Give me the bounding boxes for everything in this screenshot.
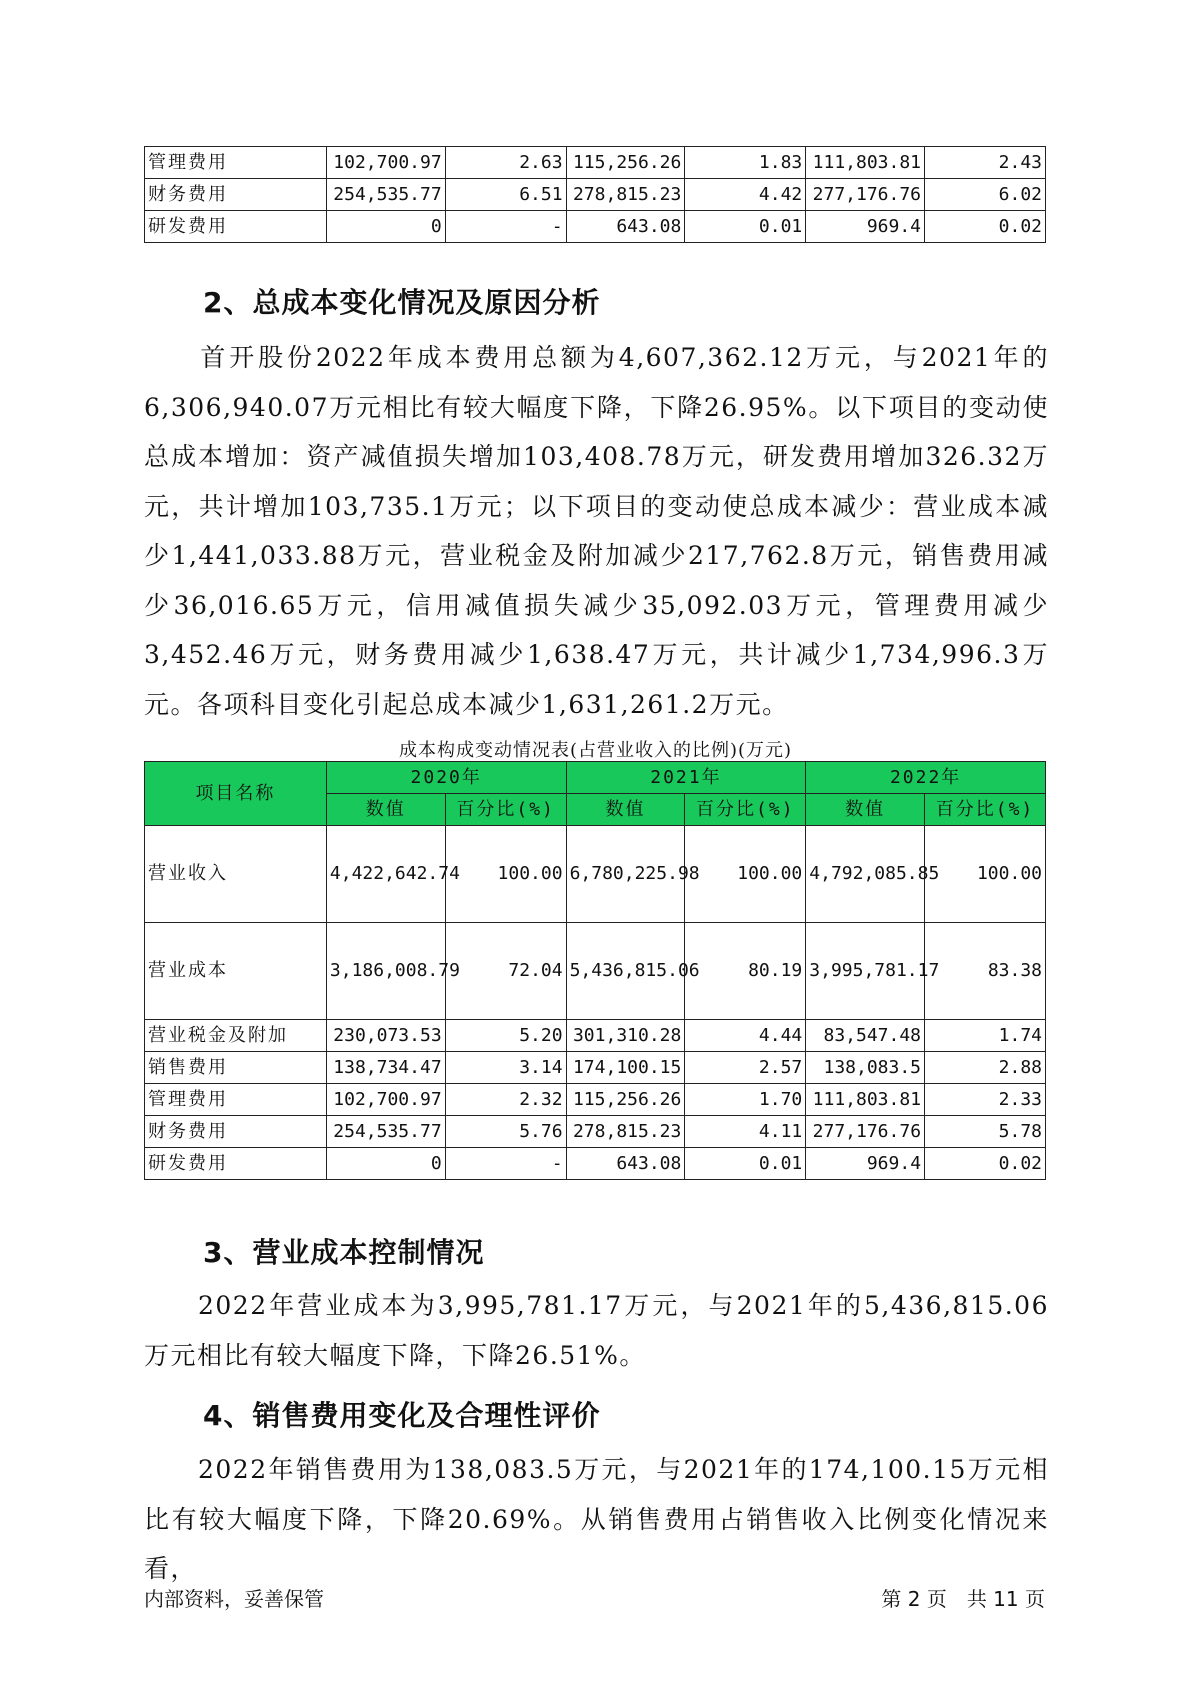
header-pct: 百分比(%) bbox=[685, 794, 806, 826]
table-row: 营业成本 3,186,008.79 72.04 5,436,815.06 80.19 3,995,781.17 83.38 bbox=[145, 923, 1046, 1020]
header-pct: 百分比(%) bbox=[445, 794, 566, 826]
table-header-row bbox=[145, 762, 1046, 794]
table-row: 研发费用 0 - 643.08 0.01 969.4 0.02 bbox=[145, 211, 1046, 243]
header-item-name: 项目名称 bbox=[145, 762, 327, 826]
section-heading: 2、总成本变化情况及原因分析 bbox=[203, 286, 601, 319]
header-year-2022: 2022年 bbox=[806, 762, 1046, 794]
header-value: 数值 bbox=[566, 794, 685, 826]
header-year-2020: 2020年 bbox=[326, 762, 566, 794]
section-paragraph: 2022年销售费用为138,083.5万元，与2021年的174,100.15万元相比有较大幅度下降，下降20.69%。从销售费用占销售收入比例变化情况来看， bbox=[144, 1455, 1049, 1583]
row-name: 财务费用 bbox=[145, 179, 327, 211]
table-row: 财务费用 254,535.77 6.51 278,815.23 4.42 277,176.76 6.02 bbox=[145, 179, 1046, 211]
table-row: 销售费用 138,734.47 3.14 174,100.15 2.57 138,083.5 2.88 bbox=[145, 1052, 1046, 1084]
header-year-2021: 2021年 bbox=[566, 762, 806, 794]
table-row: 营业税金及附加 230,073.53 5.20 301,310.28 4.44 83,547.48 1.74 bbox=[145, 1020, 1046, 1052]
table-row: 营业收入 4,422,642.74 100.00 6,780,225.98 100.00 4,792,085.85 100.00 bbox=[145, 826, 1046, 923]
table-row: 管理费用 102,700.97 2.32 115,256.26 1.70 111,803.81 2.33 bbox=[145, 1084, 1046, 1116]
footer-confidential-note: 内部资料，妥善保管 bbox=[144, 1587, 324, 1611]
table-row: 财务费用 254,535.77 5.76 278,815.23 4.11 277,176.76 5.78 bbox=[145, 1116, 1046, 1148]
footer-page-number: 第 2 页 共 11 页 bbox=[881, 1587, 1045, 1611]
table-row: 研发费用 0 - 643.08 0.01 969.4 0.02 bbox=[145, 1148, 1046, 1180]
cost-structure-table bbox=[144, 761, 1046, 1180]
cost-table-continued bbox=[144, 146, 1046, 243]
header-pct: 百分比(%) bbox=[925, 794, 1046, 826]
section-paragraph: 2022年营业成本为3,995,781.17万元，与2021年的5,436,815.06万元相比有较大幅度下降，下降26.51%。 bbox=[144, 1291, 1049, 1370]
table-row: 管理费用 102,700.97 2.63 115,256.26 1.83 111,803.81 2.43 bbox=[145, 147, 1046, 179]
row-name: 管理费用 bbox=[145, 147, 327, 179]
section-heading: 3、营业成本控制情况 bbox=[203, 1236, 485, 1269]
table-caption: 成本构成变动情况表(占营业收入的比例)(万元) bbox=[398, 740, 793, 761]
header-value: 数值 bbox=[806, 794, 925, 826]
header-value: 数值 bbox=[326, 794, 445, 826]
section-paragraph: 首开股份2022年成本费用总额为4,607,362.12万元，与2021年的6,306,940.07万元相比有较大幅度下降，下降26.95%。以下项目的变动使总成本增加：资产减值损失增加103,408.78万元，研发费用增加326.32万元，共计增加103,735.1万元；以下项目的变动使总成本减少：营业成本减少1,441,033.88万元，营业税金及附加减少217,762.8万元，销售费用减少36,016.65万元，信用减值损失减少35,092.03万元，管理费用减少3,452.46万元，财务费用减少1,638.47万元，共计减少1,734,996.3万元。各项科目变化引起总成本减少1,631,261.2万元。 bbox=[144, 343, 1049, 719]
section-heading: 4、销售费用变化及合理性评价 bbox=[203, 1399, 601, 1432]
row-name: 研发费用 bbox=[145, 211, 327, 243]
